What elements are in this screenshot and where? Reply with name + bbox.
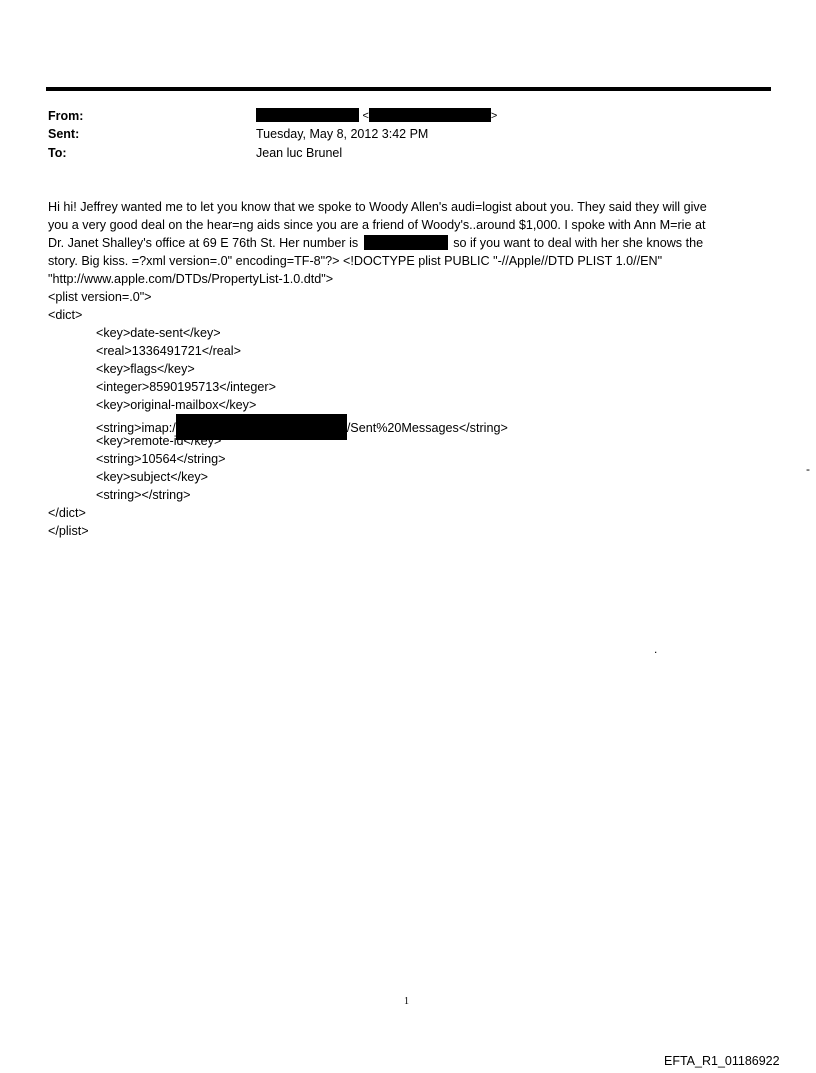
body-line: <real>1336491721</real> bbox=[96, 344, 241, 358]
from-email-open: < bbox=[362, 110, 369, 122]
body-line: <key>subject</key> bbox=[96, 470, 209, 484]
to-label: To: bbox=[48, 146, 67, 160]
document-id: EFTA_R1_01186922 bbox=[664, 1054, 780, 1068]
body-line: <plist version=.0"> bbox=[48, 290, 152, 304]
body-text-segment: <string>imap:/ bbox=[96, 421, 176, 435]
body-line bbox=[48, 414, 778, 435]
header-rule bbox=[46, 87, 771, 91]
sent-value: Tuesday, May 8, 2012 3:42 PM bbox=[256, 127, 429, 141]
from-email-close: > bbox=[490, 110, 498, 122]
body-text-segment: so if you want to deal with her she knows the bbox=[453, 236, 704, 250]
sent-label: Sent: bbox=[48, 127, 80, 141]
redaction-box bbox=[256, 108, 359, 122]
body-line: story. Big kiss. =?xml version=.0" encoding=TF-8"?> <!DOCTYPE plist PUBLIC "-//Apple//DTD PLIST 1.0//EN" bbox=[48, 254, 663, 268]
body-line: <string></string> bbox=[96, 488, 191, 502]
stray-mark: - bbox=[806, 462, 810, 476]
to-value: Jean luc Brunel bbox=[256, 146, 343, 160]
page-number: 1 bbox=[404, 996, 409, 1007]
from-label: From: bbox=[48, 109, 84, 123]
body-line: <integer>8590195713</integer> bbox=[96, 380, 276, 394]
body-line: <key>remote-id</key> bbox=[96, 434, 222, 448]
from-value bbox=[256, 107, 497, 124]
stray-mark: . bbox=[654, 642, 658, 656]
redaction-box bbox=[364, 235, 448, 250]
body-line: <string>10564</string> bbox=[96, 452, 226, 466]
body-line: you a very good deal on the hear=ng aids since you are a friend of Woody's..around $1,000. I spoke with Ann M=rie at bbox=[48, 218, 706, 232]
message-body bbox=[48, 198, 778, 540]
body-line: <key>date-sent</key> bbox=[96, 326, 221, 340]
body-line: </plist> bbox=[48, 524, 89, 538]
redaction-box bbox=[369, 108, 491, 122]
body-line: <key>flags</key> bbox=[96, 362, 195, 376]
body-line: Hi hi! Jeffrey wanted me to let you know that we spoke to Woody Allen's audi=logist about you. They said they will give bbox=[48, 200, 707, 214]
body-line bbox=[48, 234, 778, 252]
body-line: <dict> bbox=[48, 308, 83, 322]
body-line: <key>original-mailbox</key> bbox=[96, 398, 257, 412]
body-text-segment: Dr. Janet Shalley's office at 69 E 76th St. Her number is bbox=[48, 236, 359, 250]
body-line: "http://www.apple.com/DTDs/PropertyList-1.0.dtd"> bbox=[48, 272, 334, 286]
body-line: </dict> bbox=[48, 506, 86, 520]
body-text-segment: /Sent%20Messages</string> bbox=[346, 421, 508, 435]
